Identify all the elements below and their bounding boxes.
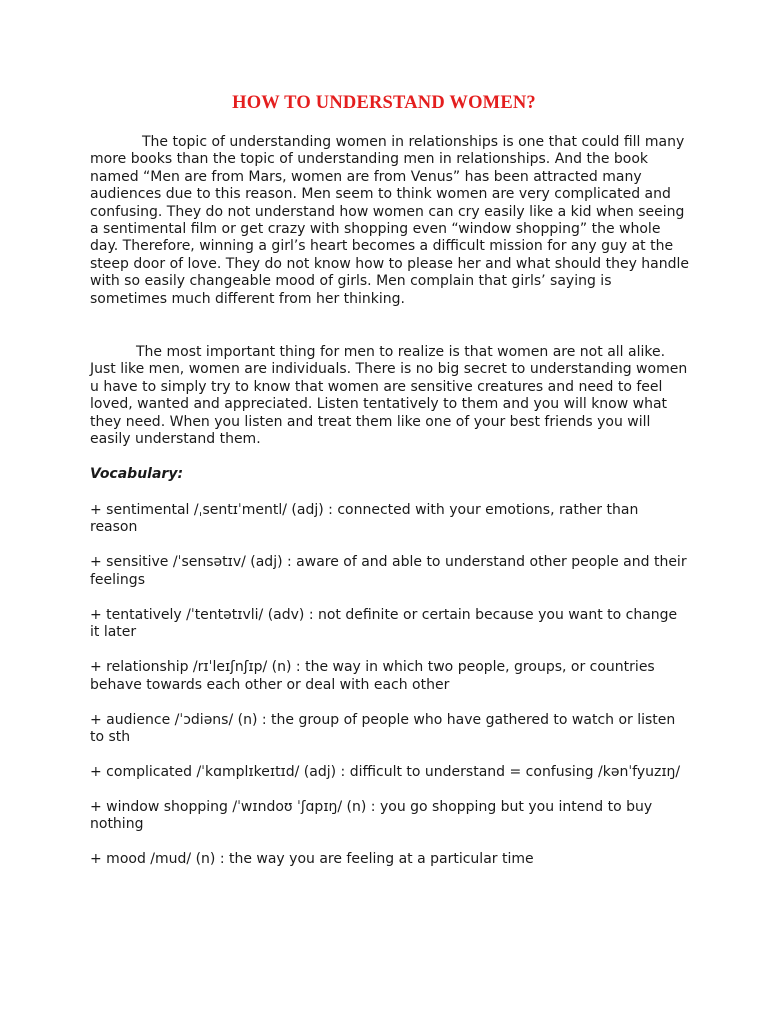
vocab-item-mood: + mood /mud/ (n) : the way you are feeling at a particular time <box>90 851 534 868</box>
paragraph-2: The most important thing for men to realize is that women are not all alike. Just like men, women are individuals. There is no big secret to understanding women u have to simply try to know that women are sensitive creatures and need to feel loved, wanted and appreciated. Listen tentatively to them and you will know what they need. When you listen and treat them like one of your best friends you will easily understand them. <box>90 344 688 448</box>
vocab-item-sentimental: + sentimental /ˌsentɪˈmentl/ (adj) : connected with your emotions, rather than reason <box>90 502 639 536</box>
paragraph-1: The topic of understanding women in relationships is one that could fill many more books than the topic of understanding men in relationships. And the book named “Men are from Mars, women are from Venus” has been attracted many audiences due to this reason. Men seem to think women are very complicated and confusing. They do not understand how women can cry easily like a kid when seeing a sentimental film or get crazy with shopping even “window shopping” the whole day. Therefore, winning a girl’s heart becomes a difficult mission for any guy at the steep door of love. They do not know how to please her and what should they handle with so easily changeable mood of girls. Men complain that girls’ saying is sometimes much different from her thinking. <box>90 134 690 307</box>
vocab-item-audience: + audience /ˈɔdiəns/ (n) : the group of people who have gathered to watch or listen to sth <box>90 711 676 746</box>
vocab-item-relationship: + relationship /rɪˈleɪʃnʃɪp/ (n) : the way in which two people, groups, or countries behave towards each other or deal with each other <box>90 659 655 693</box>
document-title: HOW TO UNDERSTAND WOMEN? <box>232 93 536 113</box>
vocab-item-window-shopping: + window shopping /ˈwɪndoʊ ˈʃɑpɪŋ/ (n) : you go shopping but you intend to buy nothing <box>90 799 653 833</box>
vocab-item-sensitive: + sensitive /ˈsensətɪv/ (adj) : aware of and able to understand other people and their feelings <box>90 554 687 588</box>
vocabulary-list <box>90 502 690 886</box>
vocab-item-complicated: + complicated /ˈkɑmplɪkeɪtɪd/ (adj) : difficult to understand = confusing /kənˈfyuzɪŋ/ <box>90 764 681 781</box>
vocabulary-heading: Vocabulary: <box>90 466 184 482</box>
vocab-item-tentatively: + tentatively /ˈtentətɪvli/ (adv) : not definite or certain because you want to change it later <box>90 606 678 641</box>
